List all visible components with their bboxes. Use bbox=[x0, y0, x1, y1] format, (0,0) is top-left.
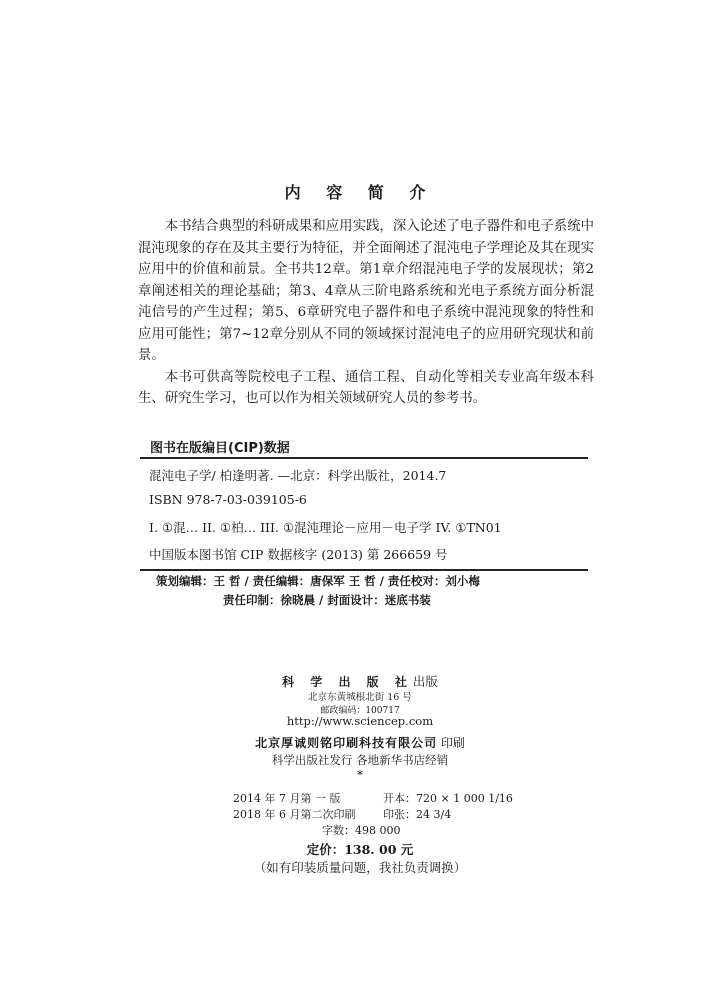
cip-line-record-number: 中国版本图书馆 CIP 数据核字 (2013) 第 266659 号 bbox=[149, 547, 448, 562]
page-title: 内 容 简 介 bbox=[284, 183, 436, 202]
publisher-name: 科 学 出 版 社 bbox=[282, 675, 413, 689]
quality-notice: （如有印装质量问题，我社负责调换） bbox=[253, 860, 467, 875]
printer-name: 北京厚诚则铭印刷科技有限公司 bbox=[255, 736, 438, 750]
edition-first: 2014 年 7 月第 一 版 bbox=[233, 792, 341, 805]
cip-record bbox=[140, 457, 588, 571]
cip-line-isbn: ISBN 978-7-03-039105-6 bbox=[149, 492, 307, 507]
price: 定价：138. 00 元 bbox=[306, 842, 414, 857]
credits-line-1: 策划编辑：王 哲 / 责任编辑：唐保军 王 哲 / 责任校对：刘小梅 bbox=[156, 574, 480, 588]
word-count: 字数：498 000 bbox=[322, 824, 401, 837]
cip-heading: 图书在版编目(CIP)数据 bbox=[150, 441, 290, 456]
credits-line-2: 责任印制：徐晓晨 / 封面设计：迷底书装 bbox=[223, 593, 431, 607]
edition-printing: 2018 年 6 月第二次印刷 bbox=[233, 808, 356, 821]
publisher-url: http://www.sciencep.com bbox=[286, 714, 434, 728]
separator-star: * bbox=[357, 768, 363, 782]
cip-line-classification: I. ①混… II. ①柏… III. ①混沌理论－应用－电子学 IV. ①TN01 bbox=[149, 520, 502, 535]
summary-paragraph-2: 本书可供高等院校电子工程、通信工程、自动化等相关专业高年级本科生、研究生学习，也可以作为相关领域研究人员的参考书。 bbox=[138, 369, 594, 406]
publisher-suffix: 出版 bbox=[412, 674, 438, 689]
publisher-postcode: 邮政编码：100717 bbox=[320, 706, 400, 716]
content-summary bbox=[138, 216, 594, 410]
printer-line bbox=[0, 734, 720, 751]
printed-sheets: 印张：24 3/4 bbox=[383, 808, 452, 821]
printer-suffix: 印刷 bbox=[440, 736, 465, 750]
publisher-address: 北京东黄城根北街 16 号 bbox=[308, 692, 412, 703]
summary-paragraph-1: 本书结合典型的科研成果和应用实践，深入论述了电子器件和电子系统中混沌现象的存在及其主要行为特征，并全面阐述了混沌电子学理论及其在现实应用中的价值和前景。全书共12章。第1章介绍混沌电子学的发展现状；第2章阐述相关的理论基础；第3、4章从三阶电路系统和光电子系统方面分析混沌信号的产生过程；第5、6章研究电子器件和电子系统中混沌现象的特性和应用可能性；第7~12章分别从不同的领域探讨混沌电子的应用研究现状和前景。 bbox=[138, 219, 594, 363]
book-format: 开本：720 × 1 000 1/16 bbox=[383, 792, 513, 805]
distributor-line: 科学出版社发行 各地新华书店经销 bbox=[271, 753, 449, 767]
cip-line-title: 混沌电子学/ 柏逢明著. —北京：科学出版社，2014.7 bbox=[149, 468, 447, 483]
editorial-credits bbox=[156, 572, 576, 610]
publisher-line bbox=[0, 672, 720, 690]
